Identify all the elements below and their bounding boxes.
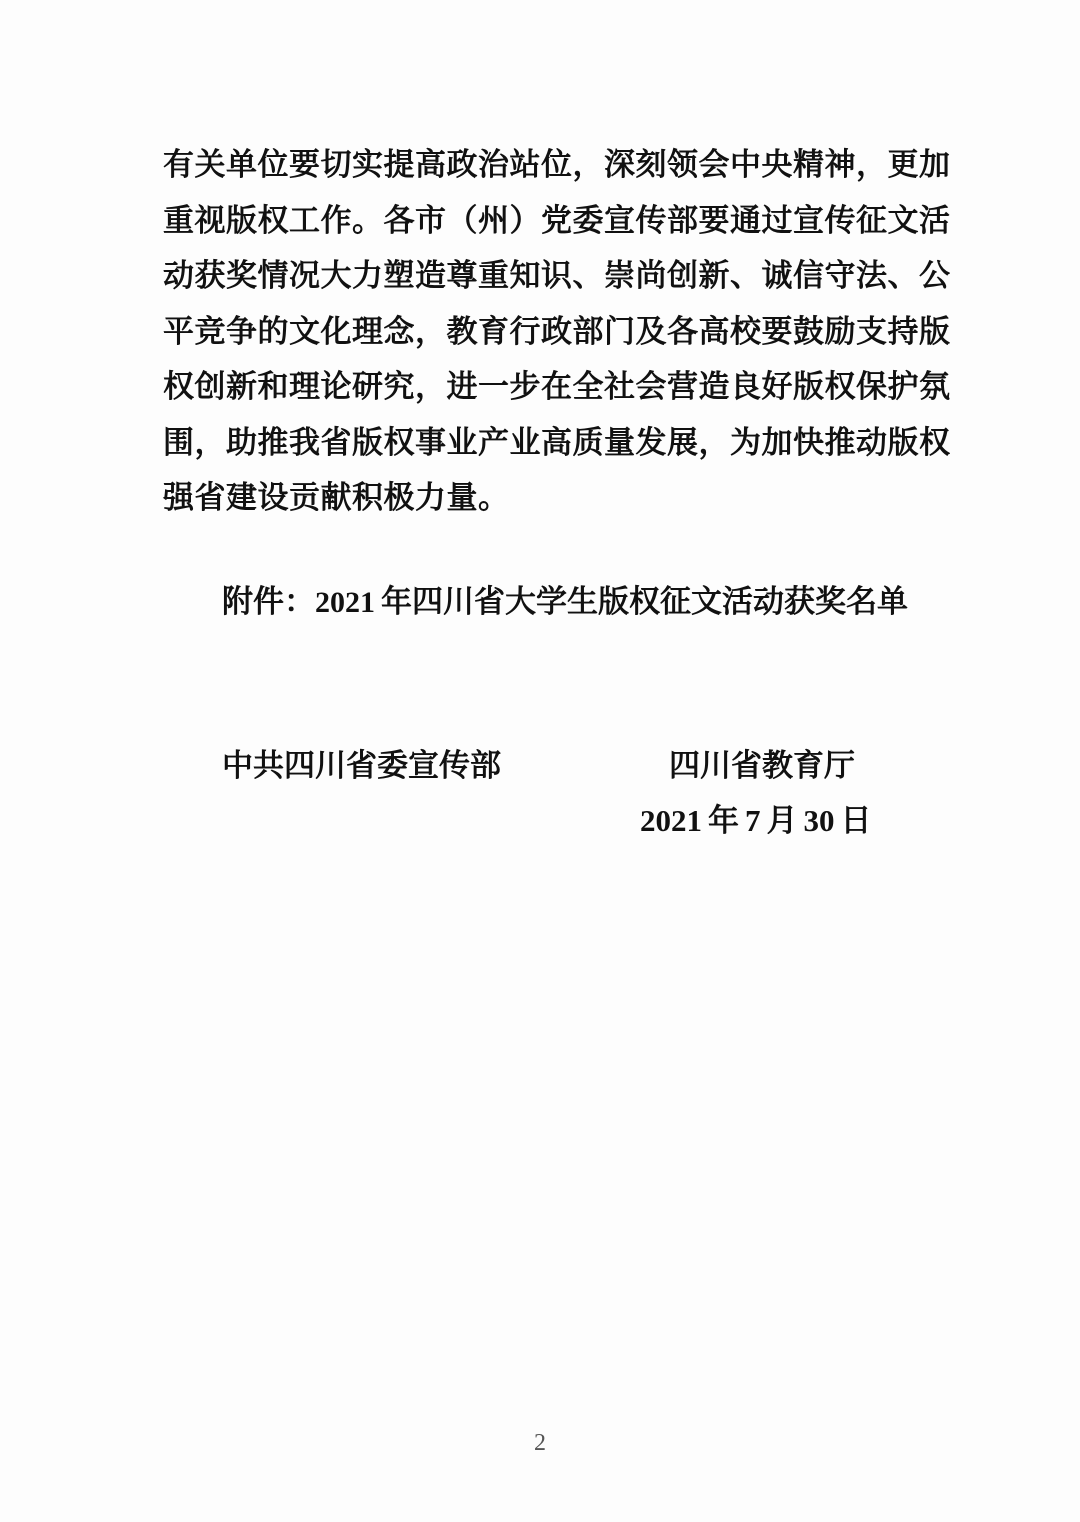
signature-publicity-department: 中共四川省委宣传部: [222, 748, 501, 784]
attachment-title: 年四川省大学生版权征文活动获奖名单: [381, 584, 908, 620]
body-line: 强省建设贡献积极力量。: [163, 480, 510, 516]
page-number: 2: [534, 1430, 546, 1456]
body-line: 有关单位要切实提高政治站位，深刻领会中央精神，更加: [163, 147, 951, 183]
body-line: 围，助推我省版权事业产业高质量发展，为加快推动版权: [163, 424, 951, 461]
date-month: 7: [745, 803, 761, 838]
attachment-prefix: 附件：: [222, 584, 315, 620]
body-line: 动获奖情况大力塑造尊重知识、崇尚创新、诚信守法、公: [163, 258, 951, 294]
body-line: 重视版权工作。各市（州）党委宣传部要通过宣传征文活: [163, 202, 951, 239]
date-year-unit: 年: [708, 803, 739, 839]
body-paragraph: [163, 138, 951, 527]
date-day: 30: [803, 803, 835, 838]
issue-date: [640, 795, 872, 840]
attachment-year: 2021: [315, 586, 375, 619]
signature-education-department: 四川省教育厅: [669, 748, 855, 784]
date-year: 2021: [640, 803, 702, 838]
date-day-unit: 日: [840, 803, 872, 839]
attachment-line: [222, 576, 908, 621]
date-month-unit: 月: [766, 803, 798, 839]
body-line: 权创新和理论研究，进一步在全社会营造良好版权保护氛: [163, 369, 951, 405]
body-line: 平竞争的文化理念，教育行政部门及各高校要鼓励支持版: [163, 313, 951, 350]
